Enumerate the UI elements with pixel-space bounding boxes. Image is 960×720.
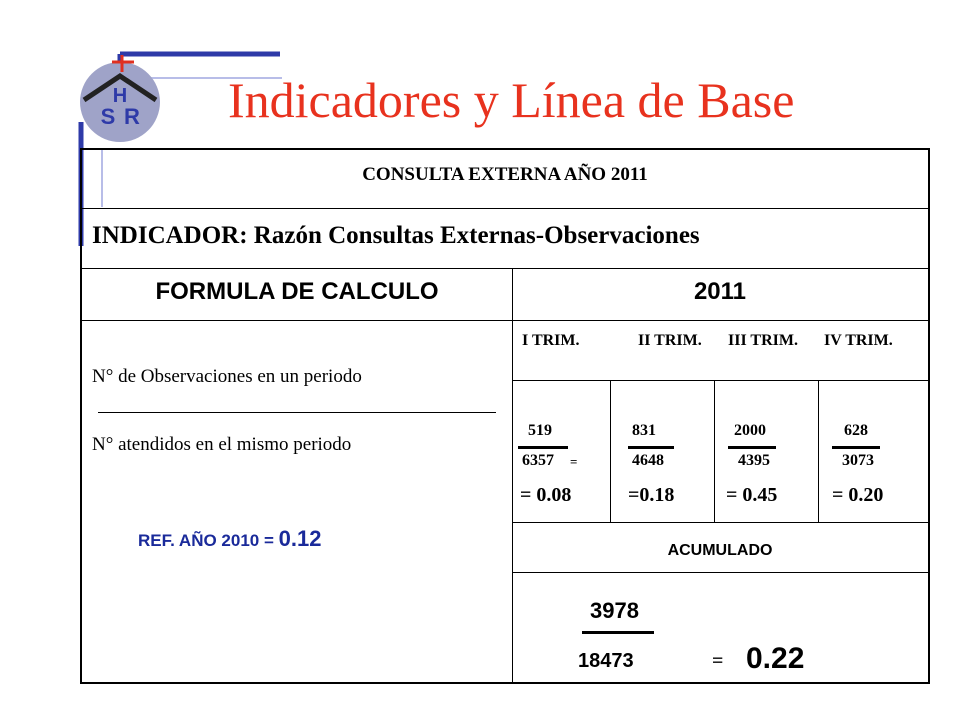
reference-number: 0.12 <box>278 526 322 551</box>
quarter-numerator-4: 628 <box>844 422 868 439</box>
quarter-label-4: IV TRIM. <box>824 332 893 349</box>
slide-title: Indicadores y Línea de Base <box>228 72 795 128</box>
formula-divider <box>98 412 496 413</box>
quarter-denominator-3: 4395 <box>738 452 770 469</box>
fraction-bar-4 <box>832 446 880 449</box>
fraction-bar-3 <box>728 446 776 449</box>
quarter-numerator-3: 2000 <box>734 422 766 439</box>
indicator-row: INDICADOR: Razón Consultas Externas-Observaciones <box>92 222 700 249</box>
quarter-label-1: I TRIM. <box>522 332 580 349</box>
accumulated-result: 0.22 <box>746 642 805 675</box>
quarter-denominator-2: 4648 <box>632 452 664 469</box>
quarter-denominator-4: 3073 <box>842 452 874 469</box>
indicator-table <box>80 148 930 684</box>
accumulated-fraction-bar <box>582 631 654 634</box>
reference-value <box>138 526 321 552</box>
accumulated-eq: = <box>712 650 724 672</box>
quarter-label-3: III TRIM. <box>728 332 798 349</box>
denominator-text: N° atendidos en el mismo periodo <box>92 434 352 455</box>
logo-letter-h: H <box>112 85 128 107</box>
logo-letter-s: S <box>100 104 116 129</box>
reference-label: REF. AÑO 2010 = <box>138 531 279 550</box>
quarter-eq-1: = <box>570 454 578 469</box>
quarter-numerator-1: 519 <box>528 422 552 439</box>
year-header: 2011 <box>693 278 747 305</box>
quarter-denominator-1: 6357 <box>522 452 554 469</box>
fraction-bar-2 <box>628 446 674 449</box>
formula-header: FORMULA DE CALCULO <box>155 278 439 305</box>
quarter-label-2: II TRIM. <box>638 332 702 349</box>
numerator-text: N° de Observaciones en un periodo <box>92 366 362 387</box>
quarter-result-4: = 0.20 <box>832 484 884 506</box>
quarter-result-3: = 0.45 <box>726 484 778 506</box>
quarter-result-2: =0.18 <box>628 484 675 506</box>
quarter-numerator-2: 831 <box>632 422 656 439</box>
fraction-bar-1 <box>518 446 568 449</box>
table-heading: CONSULTA EXTERNA AÑO 2011 <box>362 164 648 185</box>
quarter-result-1: = 0.08 <box>520 484 572 506</box>
accumulated-denominator: 18473 <box>578 650 634 672</box>
accumulated-label: ACUMULADO <box>667 542 773 559</box>
accumulated-numerator: 3978 <box>590 598 639 623</box>
logo-letter-r: R <box>124 104 140 129</box>
